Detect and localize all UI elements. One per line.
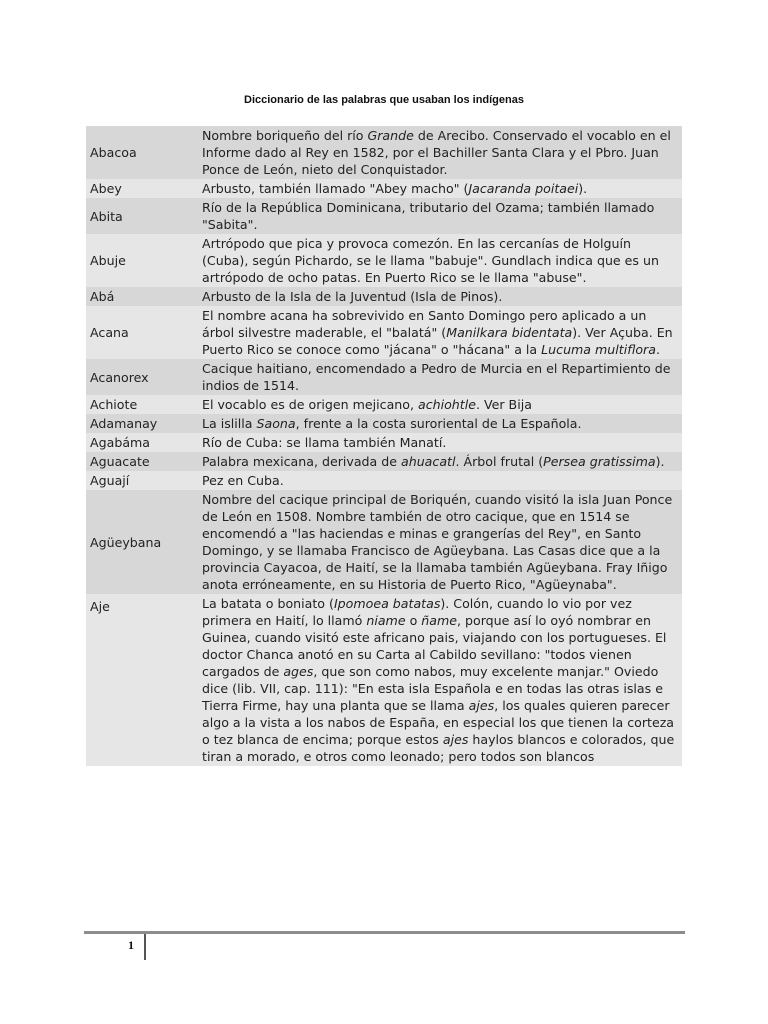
entry-row [86,594,682,766]
definition-segment: . Árbol frutal ( [455,454,544,469]
entry-row [86,490,682,594]
entry-definition [194,452,682,471]
definition-italic-segment: Saona [256,416,296,431]
entry-definition [194,126,682,179]
definition-italic-segment: ajes [442,732,469,747]
entry-definition [194,198,682,234]
entry-row [86,433,682,452]
definition-segment: , que son como nabos, muy excelente manjar." Oviedo dice (lib. VII, cap. 111): "En esta isla Española e en todas las otras islas e Tierra Firme, hay una planta que se llama [202,664,663,713]
entry-definition [194,490,682,594]
definition-italic-segment: Jacaranda poitaei [468,181,579,196]
definition-italic-segment: Manilkara bidentata [446,325,573,340]
entry-term: Agüeybana [86,490,194,594]
entry-row [86,471,682,490]
entry-definition [194,359,682,395]
entry-definition [194,395,682,414]
entry-definition [194,471,682,490]
entry-term: Abey [86,179,194,198]
definition-segment: , los quales quieren parecer algo a la vista a los nabos de España, en especial los que tienen la corteza o tez blanca de encima; porque estos [202,698,675,747]
definition-segment: . Ver Bija [475,397,532,412]
page-number: 1 [128,938,134,952]
definition-italic-segment: Persea gratissima [543,454,656,469]
definition-segment: Río de la República Dominicana, tributario del Ozama; también llamado "Sabita". [202,200,655,232]
definition-segment: El vocablo es de origen mejicano, [202,397,418,412]
entry-row [86,287,682,306]
entry-term: Aguají [86,471,194,490]
definition-italic-segment: niame [366,613,406,628]
definition-segment: ). Ver Açuba. En Puerto Rico se conoce como "jácana" o "hácana" a la [202,325,673,357]
dictionary-body [86,126,682,766]
definition-segment: Palabra mexicana, derivada de [202,454,401,469]
definition-italic-segment: Ipomoea batatas [333,596,441,611]
definition-segment: Arbusto de la Isla de la Juventud (Isla de Pinos). [202,289,503,304]
entry-definition [194,179,682,198]
entry-term: Aguacate [86,452,194,471]
definition-segment: Nombre boriqueño del río [202,128,368,143]
definition-segment: ). Colón, cuando lo vio por vez primera en Haití, lo llamó [202,596,632,628]
definition-segment: El nombre acana ha sobrevivido en Santo Domingo pero aplicado a un árbol silvestre maderable, el "balatá" ( [202,308,647,340]
entry-row [86,179,682,198]
entry-term: Acanorex [86,359,194,395]
definition-segment: , frente a la costa suroriental de La Española. [295,416,582,431]
definition-segment: . [655,342,660,357]
definition-segment: La islilla [202,416,257,431]
document-title: Diccionario de las palabras que usaban los indígenas [244,94,524,106]
definition-italic-segment: Grande [367,128,414,143]
entry-definition [194,433,682,452]
entry-term: Abacoa [86,126,194,179]
entry-term: Abá [86,287,194,306]
definition-segment: Artrópodo que pica y provoca comezón. En las cercanías de Holguín (Cuba), según Pichardo, se le llama "babuje". Gundlach indica que es un artrópodo de ocho patas. En Puerto Rico se le llama "abuse". [202,236,659,285]
entry-row [86,414,682,433]
entry-term: Abuje [86,234,194,287]
entry-term: Adamanay [86,414,194,433]
entry-term: Achiote [86,395,194,414]
entry-row [86,198,682,234]
definition-italic-segment: ages [283,664,314,679]
definition-segment: Río de Cuba: se llama también Manatí. [202,435,447,450]
entry-term: Agabáma [86,433,194,452]
definition-segment: ). [578,181,588,196]
definition-italic-segment: achiohtle [417,397,476,412]
definition-segment: Nombre del cacique principal de Boriquén, cuando visitó la isla Juan Ponce de León en 1508. Nombre también de otro cacique, que en 1514 se encomendó a "las haciendas e minas e grangerías del Rey", en Santo Domingo, y se llamaba Francisco de Agüeybana. Las Casas dice que a la provincia Cayacoa, de Haití, se la llamaba también Agüeybana. Fray Iñigo anota erróneamente, en su Historia de Puerto Rico, "Agüeynaba". [202,492,673,592]
entry-term: Acana [86,306,194,359]
entry-definition [194,306,682,359]
entry-definition [194,287,682,306]
entry-definition [194,594,682,766]
definition-segment: haylos blancos e colorados, que tiran a morado, e otros como leonado; pero todos son blancos [202,732,675,764]
entry-row [86,234,682,287]
definition-segment: , porque así lo oyó nombrar en Guinea, cuando visitó este africano pais, viajando con los portugueses. El doctor Chanca anotó en su Carta al Cabildo sevillano: "todos vienen cargados de [202,613,667,679]
entry-row [86,359,682,395]
entry-row [86,126,682,179]
definition-segment: ). [655,454,665,469]
definition-italic-segment: ahuacatl [401,454,456,469]
entry-row [86,452,682,471]
entry-term: Abita [86,198,194,234]
definition-segment: Arbusto, también llamado "Abey macho" ( [202,181,469,196]
definition-italic-segment: Lucuma multiflora [541,342,656,357]
entry-row [86,306,682,359]
dictionary-table [86,126,682,766]
entry-term: Aje [86,594,194,766]
definition-segment: La batata o boniato ( [202,596,334,611]
definition-italic-segment: ñame [421,613,458,628]
definition-segment: Cacique haitiano, encomendado a Pedro de Murcia en el Repartimiento de indios de 1514. [202,361,671,393]
definition-segment: de Arecibo. Conservado el vocablo en el Informe dado al Rey en 1582, por el Bachiller Santa Clara y el Pbro. Juan Ponce de León, nieto del Conquistador. [202,128,671,177]
entry-definition [194,234,682,287]
entry-row [86,395,682,414]
definition-segment: Pez en Cuba. [202,473,284,488]
page-number-divider [144,934,146,960]
definition-segment: o [405,613,422,628]
footer-rule [84,931,685,934]
entry-definition [194,414,682,433]
definition-italic-segment: ajes [468,698,495,713]
